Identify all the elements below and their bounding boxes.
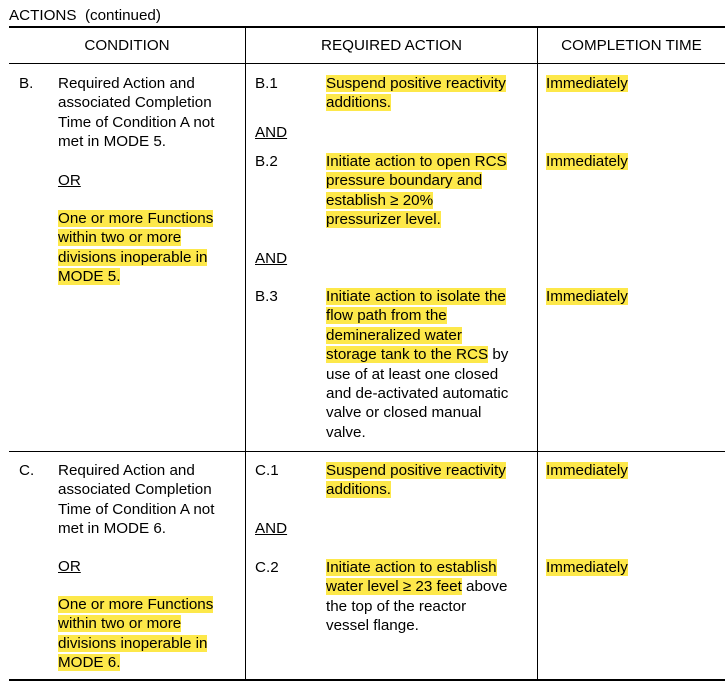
- and-connector: AND: [255, 124, 288, 141]
- condition-letter: C.: [19, 462, 35, 479]
- condition-text: Required Action and associated Completion Time of Condition A not met in MODE 6.: [58, 462, 215, 538]
- header-condition: CONDITION: [84, 37, 170, 54]
- table-top-rule: [9, 26, 725, 28]
- condition-text: Required Action and associated Completion Time of Condition A not met in MODE 5.: [58, 75, 215, 151]
- action-text: Initiate action to open RCS pressure boundary and establish ≥ 20% pressurizer level.: [326, 153, 507, 229]
- action-id: B.1: [255, 75, 278, 92]
- action-id: B.3: [255, 288, 278, 305]
- action-id: C.1: [255, 462, 279, 479]
- completion-time: Immediately: [546, 288, 628, 305]
- action-text: Suspend positive reactivity additions.: [326, 462, 506, 499]
- completion-time: Immediately: [546, 153, 628, 170]
- alternate-condition-text: One or more Functions within two or more divisions inoperable in MODE 5.: [58, 210, 214, 286]
- completion-time: Immediately: [546, 75, 628, 92]
- col-divider-1: [245, 26, 246, 680]
- header-required-action: REQUIRED ACTION: [321, 37, 462, 54]
- table-bottom-rule: [9, 679, 725, 681]
- col-divider-2: [537, 26, 538, 680]
- action-text: Suspend positive reactivity additions.: [326, 75, 506, 112]
- completion-time: Immediately: [546, 462, 628, 479]
- completion-time: Immediately: [546, 559, 628, 576]
- action-text: Initiate action to establish water level ≥ 23 feet above the top of the reactor vessel flange.: [326, 559, 508, 635]
- and-connector: AND: [255, 520, 288, 537]
- action-id: C.2: [255, 559, 279, 576]
- and-connector: AND: [255, 250, 288, 267]
- header-completion-time: COMPLETION TIME: [561, 37, 702, 54]
- section-title: ACTIONS (continued): [9, 7, 161, 24]
- action-id: B.2: [255, 153, 278, 170]
- alternate-condition-text: One or more Functions within two or more divisions inoperable in MODE 6.: [58, 596, 214, 672]
- action-text: Initiate action to isolate the flow path from the demineralized water storage tank to the RCS by use of at least one closed and de-activated automatic valve or closed manual valve.: [326, 288, 509, 441]
- header-bottom-rule: [9, 63, 725, 64]
- or-connector: OR: [58, 172, 81, 189]
- or-connector: OR: [58, 558, 81, 575]
- condition-letter: B.: [19, 75, 34, 92]
- row-b-bottom-rule: [9, 451, 725, 452]
